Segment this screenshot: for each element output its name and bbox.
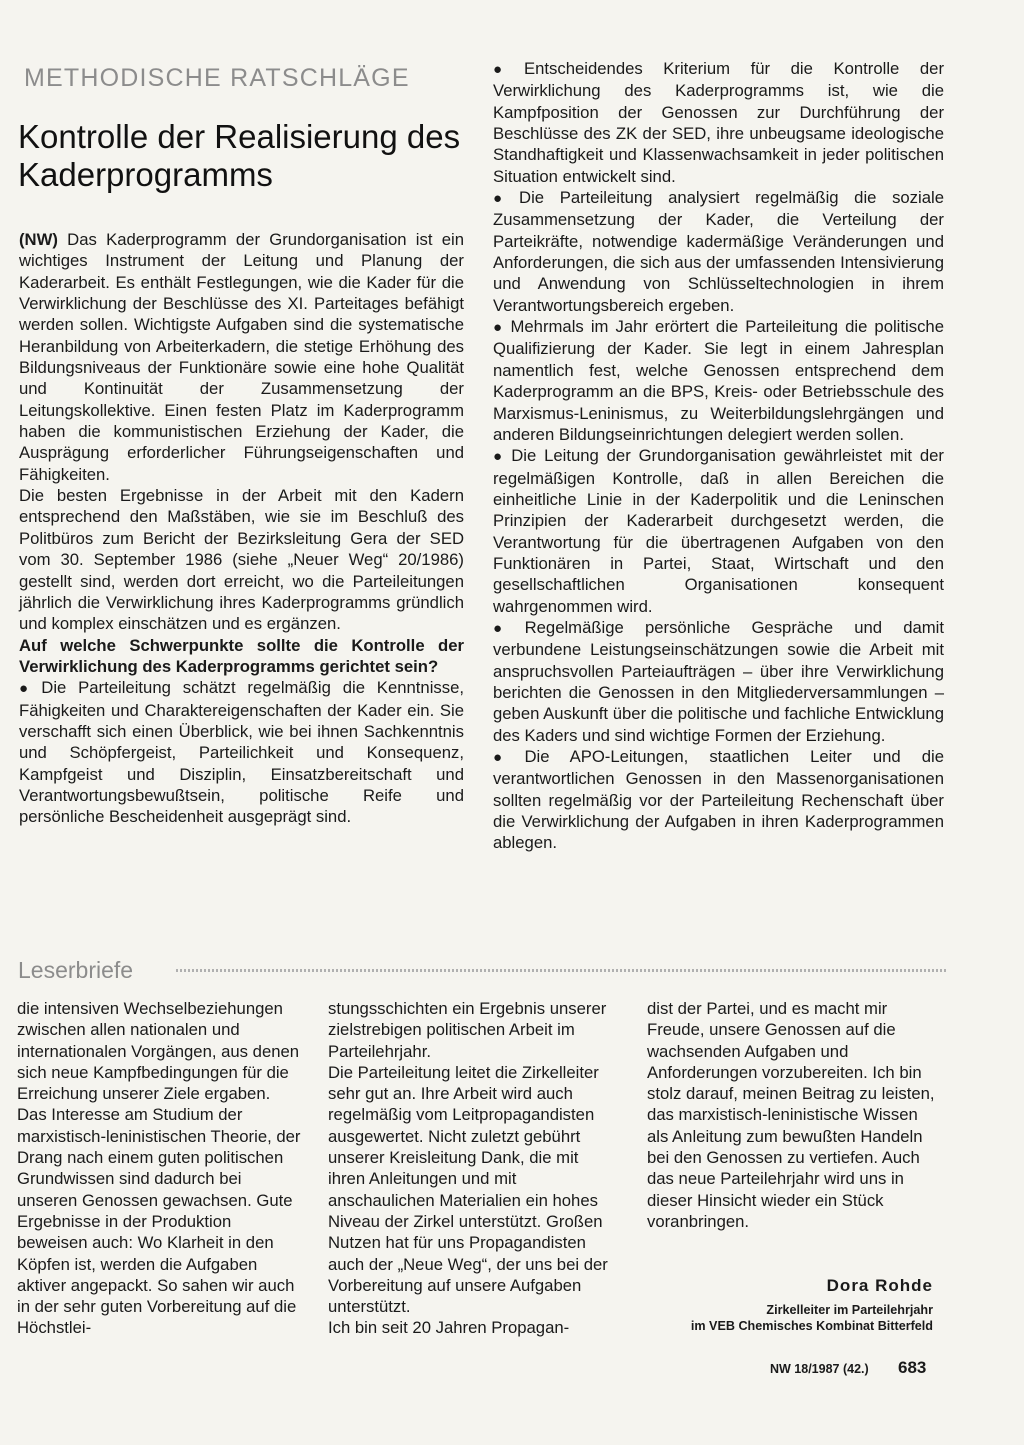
letter-column-2 xyxy=(328,998,615,1339)
bullet-text-6: Regelmäßige persönliche Gespräche und damit verbundene Leistungseinschätzungen sowie die Arbeit mit anspruchsvollen Parteiaufträgen – über ihre Verwirklichung berichten die Genossen in den Mitgliederversammlungen – geben Auskunft über die politische und fachliche Entwicklung des Kaders und sind wichtige Formen der Erziehung. xyxy=(493,617,945,745)
bullet-text-1: Die Parteileitung schätzt regelmäßig die Kenntnisse, Fähigkeiten und Charaktereigenschaften der Kader ein. Sie verschafft sich einen Überblick, wie bei ihnen Sachkenntnis und Schöpfergeist, Parteilichkeit und Konsequenz, Kampfgeist und Disziplin, Einsatzbereitschaft und Verantwortungsbewußtsein, politische Reife und persönliche Bescheidenheit ausgeprägt sind. xyxy=(19,678,465,827)
intro-lead: (NW) xyxy=(19,230,58,249)
bullet-text-3: Die Parteileitung analysiert regelmäßig die soziale Zusammensetzung der Kader, die Verteilung der Parteikräfte, notwendige kadermäßige Veränderungen und Anforderungen, die sich aus der umfassenden Intensivierung und Anwendung von Schlüsseltechnologien in ihrem Verantwortungsbereich ergeben. xyxy=(493,188,945,315)
bullet-item-6 xyxy=(493,617,944,746)
bullet-item-3 xyxy=(493,187,944,316)
bullet-text-5: Die Leitung der Grundorganisation gewährleistet mit der regelmäßigen Kontrolle, daß in allen Bereichen die einheitliche Linie in der Kaderpolitik und die Leninschen Prinzipien der Kaderarbeit durchgesetzt werden, die Verantwortung für die übertragenen Aufgaben von den Funktionären in Partei, Staat, Wirtschaft und den gesellschaftlichen Organisationen konsequent wahrgenommen wird. xyxy=(493,446,944,616)
paragraph-2: Die besten Ergebnisse in der Arbeit mit den Kadern entsprechend den Maßstäben, wie sie im Beschluß des Politbüros zum Bericht der Bezirksleitung Gera der SED vom 30. September 1986 (siehe „Neuer Weg“ 20/1986) gestellt sind, werden dort erreicht, wo die Parteileitungen jährlich die Verwirklichung ihres Kaderprogramms gründlich und komplex einschätzen und es ergänzen. xyxy=(19,486,464,634)
bullet-item-7 xyxy=(493,746,944,854)
bullet-icon xyxy=(493,317,511,336)
bullet-text-2: Entscheidendes Kriterium für die Kontrolle der Verwirklichung des Kaderprogramms ist, wie die Kampfposition der Genossen zur Durchführung der Beschlüsse des ZK der SED, ihre unbeugsame ideologische Standhaftigkeit und Klassenwachsamkeit in jeder politischen Situation entwickelt sind. xyxy=(493,59,944,186)
section-question: Auf welche Schwerpunkte sollte die Kontrolle der Verwirklichung des Kaderprogramms gerichtet sein? xyxy=(19,635,464,676)
letter-col2-p2: Die Parteileitung leitet die Zirkelleiter sehr gut an. Ihre Arbeit wird auch regelmäßig vom Leitpropagandisten ausgewertet. Nicht zuletzt gebührt unserer Kreisleitung Dank, die mit ihren Anleitungen und mit anschaulichen Materialien ein hohes Niveau der Zirkel unterstützt. Großen Nutzen hat für uns Propagandisten auch der „Neue Weg“, der uns bei der Vorbereitung auf unsere Aufgaben unterstützt. xyxy=(328,1062,608,1317)
bullet-text-7: Die APO-Leitungen, staatlichen Leiter und die verantwortlichen Genossen in den Massenorganisationen sollten regelmäßig vor der Parteileitung Rechenschaft über die Verwirklichung der Aufgaben in ihren Kaderprogrammen ablegen. xyxy=(493,747,944,853)
bullet-text-4: Mehrmals im Jahr erörtert die Parteileitung die politische Qualifizierung der Kader. Sie legt in einem Jahresplan namentlich fest, welche Genossen entsprechend dem Kaderprogramm an die BPS, Kreis- oder Betriebsschule des Marxismus-Leninismus, zu Weiterbildungslehrgängen und anderen Bildungseinrichtungen delegiert werden sollen. xyxy=(493,317,944,444)
signature-role-line-2: im VEB Chemisches Kombinat Bitterfeld xyxy=(690,1319,933,1333)
bullet-item-4 xyxy=(493,316,944,445)
article-kicker: METHODISCHE RATSCHLÄGE xyxy=(24,64,410,92)
intro-text: Das Kaderprogramm der Grundorganisation ist ein wichtiges Instrument der Leitung und Planung der Kaderarbeit. Es enthält Festlegungen, wie die Kader für die Verwirklichung der Beschlüsse des XI. Parteitages befähigt werden sollen. Wichtigste Aufgaben sind die systematische Heranbildung von Arbeiterkadern, die stetige Erhöhung des Bildungsniveaus der Funktionäre sowie eine hohe Qualität und Kontinuität der Zusammensetzung der Leitungskollektive. Einen festen Platz im Kaderprogramm haben die kommunistischen Erziehung der Kader, die Ausprägung erforderlicher Führungseigenschaften und Fähigkeiten. xyxy=(19,230,464,484)
letter-col2-p3: Ich bin seit 20 Jahren Propagan- xyxy=(328,1318,570,1338)
bullet-item-1 xyxy=(19,677,464,827)
page-number: 683 xyxy=(898,1358,927,1377)
article-left-column xyxy=(19,229,464,828)
bullet-item-5 xyxy=(493,445,944,617)
letters-section-label: Leserbriefe xyxy=(18,957,134,983)
signature-role xyxy=(640,1302,933,1334)
bullet-icon xyxy=(493,618,525,637)
letter-col3-text: dist der Partei, und es macht mir Freude, unsere Genossen auf die wachsenden Aufgaben und Anforderungen vorzubereiten. Ich bin stolz darauf, meinen Beitrag zu leisten, das marxistisch-leninistische Wissen als Anleitung zum bewußten Handeln bei den Genossen zu vertiefen. Auch das neue Parteilehrjahr wird uns in dieser Hinsicht wieder ein Stück voranbringen. xyxy=(647,999,935,1231)
bullet-icon xyxy=(19,678,41,697)
bullet-icon xyxy=(493,446,511,465)
article-right-column xyxy=(493,58,944,854)
bullet-item-2 xyxy=(493,58,944,187)
section-divider xyxy=(176,969,946,972)
letter-column-3 xyxy=(647,998,937,1232)
intro-paragraph xyxy=(19,229,464,485)
issue-reference: NW 18/1987 (42.) xyxy=(770,1362,869,1376)
letter-column-1 xyxy=(17,998,303,1339)
bullet-icon xyxy=(493,59,524,78)
article-headline: Kontrolle der Realisierung des Kaderprogramms xyxy=(18,118,461,193)
signature-name: Dora Rohde xyxy=(826,1276,933,1295)
letter-col1-text: die intensiven Wechselbeziehungen zwischen allen nationalen und internationalen Vorgängen, aus denen sich neue Kampfbedingungen für die Erreichung unserer Ziele ergaben. Das Interesse am Studium der marxistisch-leninistischen Theorie, der Drang nach einem guten politischen Grundwissen sind dadurch bei unseren Genossen gewachsen. Gute Ergebnisse in der Produktion beweisen auch: Wo Klarheit in den Köpfen ist, werden die Aufgaben aktiver angepackt. So sahen wir auch in der sehr guten Vorbereitung auf die Höchstlei- xyxy=(17,999,301,1338)
bullet-icon xyxy=(493,188,519,207)
letters-section-header xyxy=(18,958,946,982)
bullet-icon xyxy=(493,747,524,766)
signature-role-line-1: Zirkelleiter im Parteilehrjahr xyxy=(766,1303,933,1317)
letter-col2-p1: stungsschichten ein Ergebnis unserer zielstrebigen politischen Arbeit im Parteilehrjahr. xyxy=(328,999,607,1061)
